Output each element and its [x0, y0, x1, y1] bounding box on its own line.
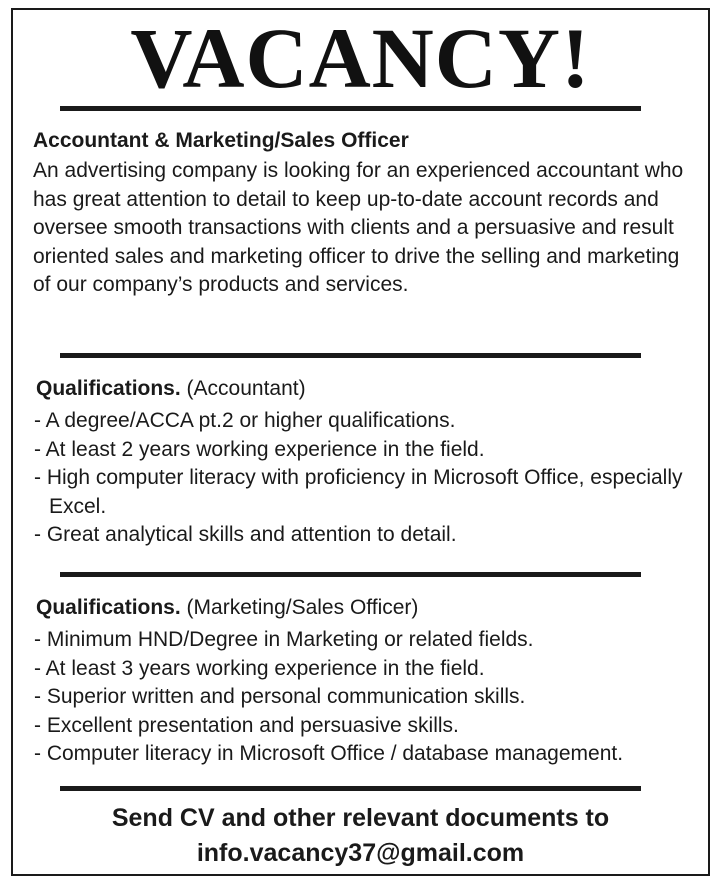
- list-item: - Computer literacy in Microsoft Office / database management.: [34, 742, 624, 765]
- list-item: - At least 3 years working experience in the field.: [34, 656, 485, 680]
- marketing-qualifications-heading: [36, 594, 418, 622]
- marketing-heading-label: Qualifications.: [36, 596, 181, 619]
- job-description: An advertising company is looking for an experienced accountant who has great attention to detail to keep up-to-date account records and oversee smooth transactions with clients and a persuasive and result oriented sales and marketing officer to drive the selling and marketing of our company’s products and services.: [33, 159, 684, 296]
- list-item: - At least 2 years working experience in the field.: [34, 437, 485, 461]
- list-item: - Superior written and personal communication skills.: [34, 685, 526, 708]
- divider-3: [60, 786, 641, 791]
- vacancy-headline: VACANCY!: [130, 10, 591, 106]
- accountant-role-label: (Accountant): [186, 377, 306, 400]
- contact-email: info.vacancy37@gmail.com: [196, 839, 525, 867]
- accountant-qualifications-list: [34, 407, 704, 550]
- divider-1: [60, 353, 641, 358]
- job-title: Accountant & Marketing/Sales Officer: [33, 129, 409, 152]
- list-item: - Great analytical skills and attention to detail.: [34, 523, 457, 546]
- list-item: - A degree/ACCA pt.2 or higher qualifications.: [34, 409, 456, 432]
- divider-2: [60, 572, 641, 577]
- accountant-heading-label: Qualifications.: [36, 377, 181, 400]
- list-item: - Excellent presentation and persuasive skills.: [34, 713, 459, 737]
- list-item: - Minimum HND/Degree in Marketing or related fields.: [34, 628, 534, 651]
- contact-instruction: Send CV and other relevant documents to: [111, 804, 610, 832]
- divider-top: [60, 106, 641, 111]
- marketing-qualifications-list: [34, 626, 704, 769]
- accountant-qualifications-heading: [36, 375, 306, 403]
- marketing-role-label: (Marketing/Sales Officer): [186, 596, 419, 619]
- list-item: - High computer literacy with proficiency in Microsoft Office, especially Excel.: [34, 466, 683, 518]
